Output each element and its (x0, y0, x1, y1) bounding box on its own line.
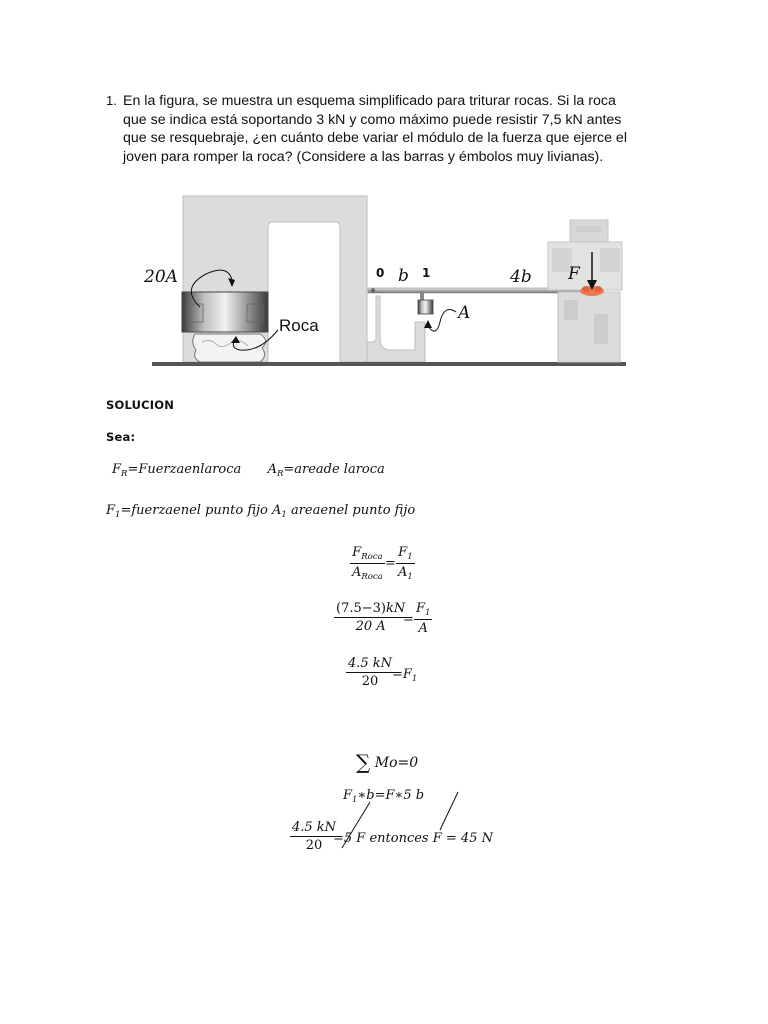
label-0: 0 (376, 266, 385, 280)
problem-line-3: que se resquebraje, ¿en cuánto debe variar el módulo de la fuerza que ejerce el (123, 130, 627, 146)
problem-line-4: joven para romper la roca? (Considere a las barras y émbolos muy livianas). (123, 148, 604, 165)
sum-moments-equation: ∑ Mo=0 (356, 750, 419, 774)
label-4b: 4b (510, 267, 532, 287)
label-1: 1 (422, 266, 431, 280)
small-piston (418, 293, 433, 314)
rock-crusher-diagram (140, 192, 630, 378)
cancel-strokes (340, 790, 470, 860)
ground (152, 362, 626, 366)
solution-heading: SOLUCION (106, 398, 175, 412)
definition-fixed-point: $F_1=fuerzaenel$ punto fijo $A_1$ areaenel punto fijo (106, 503, 416, 520)
label-20A: 20A (144, 267, 178, 287)
problem-line-1: En la figura, se muestra un esquema simplificado para triturar rocas. Si la roca (123, 93, 616, 109)
label-b: b (398, 266, 409, 286)
label-roca: Roca (279, 316, 319, 335)
moment-equation: $F_1∗b=F∗5$ b (343, 788, 425, 805)
sea-label: Sea: (106, 430, 136, 444)
large-piston (182, 292, 268, 332)
problem-number: 1. (106, 93, 117, 108)
rock-crusher-figure (140, 192, 630, 378)
definition-force-rock: $F_R=Fuerzaenlaroca$ $A_R=areade$ laroca (112, 462, 385, 479)
label-F: F (568, 264, 580, 284)
problem-line-2: que se indica está soportando 3 kN y como máximo puede resistir 7,5 kN antes (123, 111, 622, 128)
label-A: A (458, 303, 471, 323)
